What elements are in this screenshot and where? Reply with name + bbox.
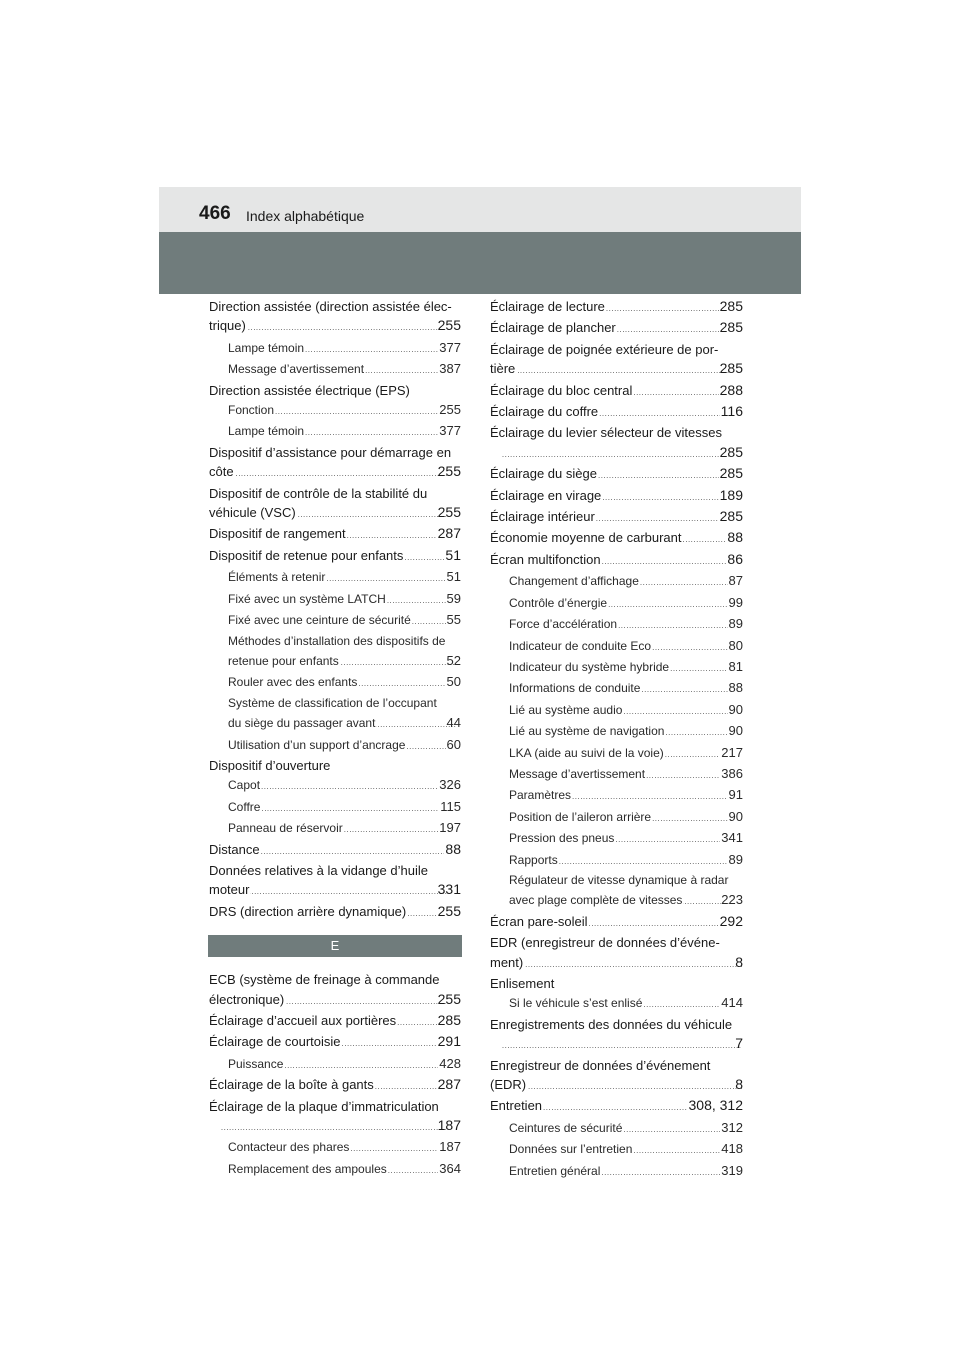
entry-label: Paramètres xyxy=(509,788,572,803)
index-entry[interactable] xyxy=(209,1097,461,1138)
index-subentry[interactable] xyxy=(209,818,461,839)
page-ref: 255 xyxy=(437,504,461,521)
entry-label: Direction assistée (direction assistée élec- xyxy=(209,299,452,314)
entry-label: Éclairage de courtoisie xyxy=(209,1034,341,1050)
index-entry[interactable] xyxy=(209,1032,461,1053)
index-entry[interactable] xyxy=(490,486,743,507)
page-ref: 81 xyxy=(728,658,743,674)
page-ref: 51 xyxy=(445,546,461,563)
page-ref: 428 xyxy=(439,1055,461,1071)
index-subentry[interactable] xyxy=(490,993,743,1014)
page-ref: 285 xyxy=(719,319,743,336)
index-entry[interactable] xyxy=(209,970,461,1011)
page-ref: 288 xyxy=(719,381,743,398)
index-entry[interactable] xyxy=(490,340,743,381)
index-entry[interactable] xyxy=(209,546,461,567)
index-subentry[interactable] xyxy=(490,721,743,742)
page-ref: 285 xyxy=(719,508,743,525)
page-ref: 255 xyxy=(437,902,461,919)
entry-label: Rapports xyxy=(509,852,558,867)
index-entry[interactable] xyxy=(490,528,743,549)
page-ref: 285 xyxy=(719,360,743,377)
page-ref: 91 xyxy=(728,787,743,803)
index-subentry[interactable] xyxy=(490,593,743,614)
entry-label: Position de l’aileron arrière xyxy=(509,809,652,824)
page-ref: 287 xyxy=(437,1076,461,1093)
page-ref: 187 xyxy=(439,1139,461,1155)
entry-label: Message d’avertissement xyxy=(228,362,365,377)
page-ref: 255 xyxy=(437,990,461,1007)
entry-label: Éclairage de la plaque d’immatriculation xyxy=(209,1098,439,1114)
entry-label: Entretien xyxy=(490,1098,543,1114)
entry-label: trique) xyxy=(209,318,246,334)
page-ref: 55 xyxy=(446,612,461,628)
page-ref: 197 xyxy=(439,820,461,836)
entry-label: Enregistreur de données d’événement xyxy=(490,1057,711,1073)
entry-label: Éclairage de poignée extérieure de por- xyxy=(490,341,719,357)
entry-label: Fixé avec une ceinture de sécurité xyxy=(228,613,411,628)
entry-label: Fonction xyxy=(228,403,275,418)
entry-label: véhicule (VSC) xyxy=(209,505,296,521)
index-subentry[interactable] xyxy=(209,1159,461,1180)
entry-label: électronique) xyxy=(209,991,285,1007)
page-ref: 285 xyxy=(719,443,743,460)
page-ref: 319 xyxy=(721,1162,743,1178)
index-subentry[interactable] xyxy=(490,850,743,871)
entry-label: Fixé avec un système LATCH xyxy=(228,591,386,606)
index-entry[interactable] xyxy=(209,297,461,338)
entry-label: Éclairage en virage xyxy=(490,487,602,503)
entry-label: Données sur l’entretien xyxy=(509,1142,633,1157)
entry-label: Écran multifonction xyxy=(490,551,601,567)
page-ref: 255 xyxy=(437,463,461,480)
page-ref: 59 xyxy=(446,590,461,606)
index-subentry[interactable] xyxy=(209,359,461,380)
page-ref: 116 xyxy=(720,403,743,420)
entry-label: Direction assistée électrique (EPS) xyxy=(209,382,410,398)
page-ref: 414 xyxy=(721,995,743,1011)
entry-label: Remplacement des ampoules xyxy=(228,1161,387,1176)
index-subentry[interactable] xyxy=(490,571,743,592)
entry-label: (EDR) xyxy=(490,1077,527,1093)
entry-label: Pression des pneus xyxy=(509,831,615,846)
page-ref: 51 xyxy=(446,569,461,585)
entry-label: Éclairage de la boîte à gants xyxy=(209,1077,374,1093)
entry-label: côte xyxy=(209,464,234,480)
page-ref: 90 xyxy=(728,808,743,824)
entry-label: Panneau de réservoir xyxy=(228,821,343,836)
index-entry[interactable] xyxy=(490,318,743,339)
index-subentry[interactable] xyxy=(490,657,743,678)
entry-label: Écran pare-soleil xyxy=(490,913,588,929)
entry-label: Éclairage de plancher xyxy=(490,320,616,336)
index-subentry[interactable] xyxy=(209,797,461,818)
page-ref: 377 xyxy=(439,423,461,439)
page-ref: 80 xyxy=(728,637,743,653)
entry-label: Changement d’affichage xyxy=(509,574,639,589)
page-ref: 285 xyxy=(719,298,743,314)
entry-label: Éclairage du siège xyxy=(490,466,597,482)
entry-label: avec plage complète de vitesses xyxy=(509,893,683,908)
index-entry[interactable]: Enregistrements des données du véhicule ..... 7 xyxy=(490,1015,743,1056)
index-subentry[interactable] xyxy=(209,735,461,756)
index-subentry[interactable] xyxy=(209,672,461,693)
page-ref: 287 xyxy=(437,525,461,542)
index-entry[interactable] xyxy=(209,902,461,923)
entry-label: Éclairage de lecture xyxy=(490,299,605,314)
entry-label: Lié au système audio xyxy=(509,702,623,717)
letter-section-header: E xyxy=(208,935,462,957)
entry-label: Lié au système de navigation xyxy=(509,724,665,739)
index-entry xyxy=(209,381,461,400)
entry-label: Économie moyenne de carburant xyxy=(490,530,682,546)
entry-label: du siège du passager avant xyxy=(228,716,376,731)
entry-label: Éclairage d’accueil aux portières xyxy=(209,1013,397,1028)
page-ref: 187 xyxy=(437,1117,461,1134)
index-subentry[interactable] xyxy=(490,785,743,806)
page-ref: 326 xyxy=(439,777,461,793)
page-ref: 377 xyxy=(439,339,461,355)
index-entry[interactable] xyxy=(209,484,461,525)
page-ref: 50 xyxy=(446,674,461,690)
page-ref: 60 xyxy=(446,736,461,752)
entry-label: Entretien général xyxy=(509,1163,601,1178)
entry-label: Force d’accélération xyxy=(509,617,618,632)
index-column-right xyxy=(490,297,743,1182)
index-subentry[interactable] xyxy=(490,636,743,657)
index-entry[interactable] xyxy=(490,507,743,528)
entry-label: Distance xyxy=(209,841,260,857)
index-subentry[interactable] xyxy=(209,400,461,421)
page-ref: 292 xyxy=(719,912,743,929)
index-subentry[interactable] xyxy=(209,421,461,442)
page-ref: 88 xyxy=(728,680,743,696)
index-subentry[interactable] xyxy=(209,1137,461,1158)
entry-label: Dispositif de retenue pour enfants xyxy=(209,547,404,563)
entry-label: Éclairage du levier sélecteur de vitesses xyxy=(490,425,722,441)
index-subentry[interactable] xyxy=(490,871,743,912)
entry-label: LKA (aide au suivi de la voie) xyxy=(509,745,664,760)
entry-label: Contacteur des phares xyxy=(228,1140,350,1155)
entry-label: Message d’avertissement xyxy=(509,766,646,781)
index-subentry[interactable] xyxy=(490,1139,743,1160)
index-entry xyxy=(209,756,461,775)
index-entry[interactable]: Enregistreur de données d’événement (EDR) ..... 8 xyxy=(490,1056,743,1097)
index-subentry[interactable] xyxy=(490,614,743,635)
page-ref: 308, 312 xyxy=(688,1097,743,1114)
entry-label: Utilisation d’un support d’ancrage xyxy=(228,737,406,752)
page-ref: 88 xyxy=(445,840,461,857)
entry-label: Puissance xyxy=(228,1056,284,1071)
page-ref: 88 xyxy=(727,529,743,546)
entry-label: Lampe témoin xyxy=(228,424,305,439)
page-ref: 291 xyxy=(437,1033,461,1050)
entry-label: Contrôle d’énergie xyxy=(509,595,608,610)
section-title: Index alphabétique xyxy=(246,208,365,224)
entry-label: moteur xyxy=(209,882,250,898)
entry-label: Méthodes d’installation des dispositifs de xyxy=(228,633,446,648)
index-entry[interactable] xyxy=(490,423,743,464)
index-subentry[interactable] xyxy=(490,743,743,764)
index-subentry[interactable] xyxy=(209,567,461,588)
page-number: 466 xyxy=(199,203,231,224)
page-ref: 331 xyxy=(437,881,461,898)
entry-label: Dispositif d’ouverture xyxy=(209,757,331,773)
page-ref: 364 xyxy=(439,1160,461,1176)
page-ref: 341 xyxy=(721,830,743,846)
page-ref: 90 xyxy=(728,701,743,717)
entry-label: Dispositif d’assistance pour démarrage en xyxy=(209,444,452,460)
entry-label: ment) xyxy=(490,954,524,970)
index-entry[interactable] xyxy=(490,402,743,423)
index-entry[interactable] xyxy=(490,464,743,485)
page-ref: 189 xyxy=(719,486,743,503)
index-entry[interactable] xyxy=(209,1075,461,1096)
index-subentry[interactable] xyxy=(490,807,743,828)
page-ref: 387 xyxy=(439,361,461,377)
entry-label: Lampe témoin xyxy=(228,340,305,355)
index-entry[interactable] xyxy=(490,1096,743,1117)
entry-label: Indicateur du système hybride xyxy=(509,659,670,674)
entry-label: Ceintures de sécurité xyxy=(509,1120,623,1135)
index-entry[interactable] xyxy=(490,912,743,933)
entry-label: EDR (enregistreur de données d’événe- xyxy=(490,935,720,951)
page-ref: 52 xyxy=(446,652,461,668)
index-entry[interactable] xyxy=(209,840,461,861)
index-column-left xyxy=(209,297,461,1180)
entry-label: Données relatives à la vidange d’huile xyxy=(209,862,428,878)
page-ref: 90 xyxy=(728,723,743,739)
page-ref: 99 xyxy=(728,594,743,610)
entry-label: Rouler avec des enfants xyxy=(228,675,358,690)
index-subentry[interactable] xyxy=(490,764,743,785)
entry-label: Enregistrements des données du véhicule xyxy=(490,1016,733,1032)
page-ref: 285 xyxy=(437,1012,461,1028)
index-entry[interactable] xyxy=(209,524,461,545)
index-entry[interactable] xyxy=(209,443,461,484)
entry-label: Éléments à retenir xyxy=(228,570,326,585)
index-subentry[interactable] xyxy=(209,775,461,796)
index-entry[interactable] xyxy=(209,861,461,902)
index-subentry[interactable] xyxy=(209,694,461,735)
page-ref: 255 xyxy=(437,317,461,334)
entry-label: DRS (direction arrière dynamique) xyxy=(209,903,407,919)
index-subentry[interactable] xyxy=(490,828,743,849)
index-subentry[interactable] xyxy=(209,338,461,359)
entry-label: Si le véhicule s’est enlisé xyxy=(509,996,643,1011)
page-ref: 44 xyxy=(446,715,461,731)
entry-label: Régulateur de vitesse dynamique à radar xyxy=(509,872,729,887)
entry-label: ECB (système de freinage à commande xyxy=(209,972,440,988)
entry-label: retenue pour enfants xyxy=(228,653,339,668)
page-ref: 217 xyxy=(721,744,743,760)
entry-label: Dispositif de rangement xyxy=(209,526,346,542)
entry-label: Système de classification de l’occupant xyxy=(228,695,437,710)
page-ref: 115 xyxy=(440,798,461,814)
index-subentry[interactable] xyxy=(490,1118,743,1139)
index-entry[interactable] xyxy=(490,381,743,402)
index-entry[interactable] xyxy=(490,550,743,571)
index-subentry[interactable] xyxy=(490,1161,743,1182)
entry-label: tière xyxy=(490,361,516,377)
page-ref: 86 xyxy=(727,550,743,567)
index-subentry[interactable] xyxy=(209,1054,461,1075)
entry-label: Enlisement xyxy=(490,976,555,991)
index-entry[interactable] xyxy=(209,1011,461,1032)
header-band xyxy=(159,232,801,294)
page-ref: 386 xyxy=(721,765,743,781)
index-subentry[interactable] xyxy=(209,632,461,673)
index-subentry[interactable] xyxy=(209,589,461,610)
page-ref: 87 xyxy=(728,573,743,589)
index-entry[interactable]: EDR (enregistreur de données d’événe- ment) ..... 8 xyxy=(490,933,743,974)
page-ref: 285 xyxy=(719,465,743,482)
entry-label: Coffre xyxy=(228,799,261,814)
page-ref: 418 xyxy=(721,1141,743,1157)
entry-label: Informations de conduite xyxy=(509,681,641,696)
page-ref: 255 xyxy=(439,402,461,418)
entry-label: Dispositif de contrôle de la stabilité du xyxy=(209,485,428,501)
index-subentry[interactable] xyxy=(490,700,743,721)
page-ref: 312 xyxy=(721,1119,743,1135)
index-subentry[interactable] xyxy=(490,678,743,699)
entry-label: Éclairage du bloc central xyxy=(490,382,633,398)
page-ref: 89 xyxy=(728,851,743,867)
entry-label: Éclairage du coffre xyxy=(490,404,599,420)
index-entry xyxy=(490,974,743,993)
page-ref: 89 xyxy=(728,616,743,632)
index-subentry[interactable] xyxy=(209,610,461,631)
index-entry[interactable] xyxy=(490,297,743,318)
entry-label: Capot xyxy=(228,778,261,793)
page-ref: 223 xyxy=(721,892,743,908)
entry-label: Indicateur de conduite Eco xyxy=(509,638,652,653)
entry-label: Éclairage intérieur xyxy=(490,509,595,525)
